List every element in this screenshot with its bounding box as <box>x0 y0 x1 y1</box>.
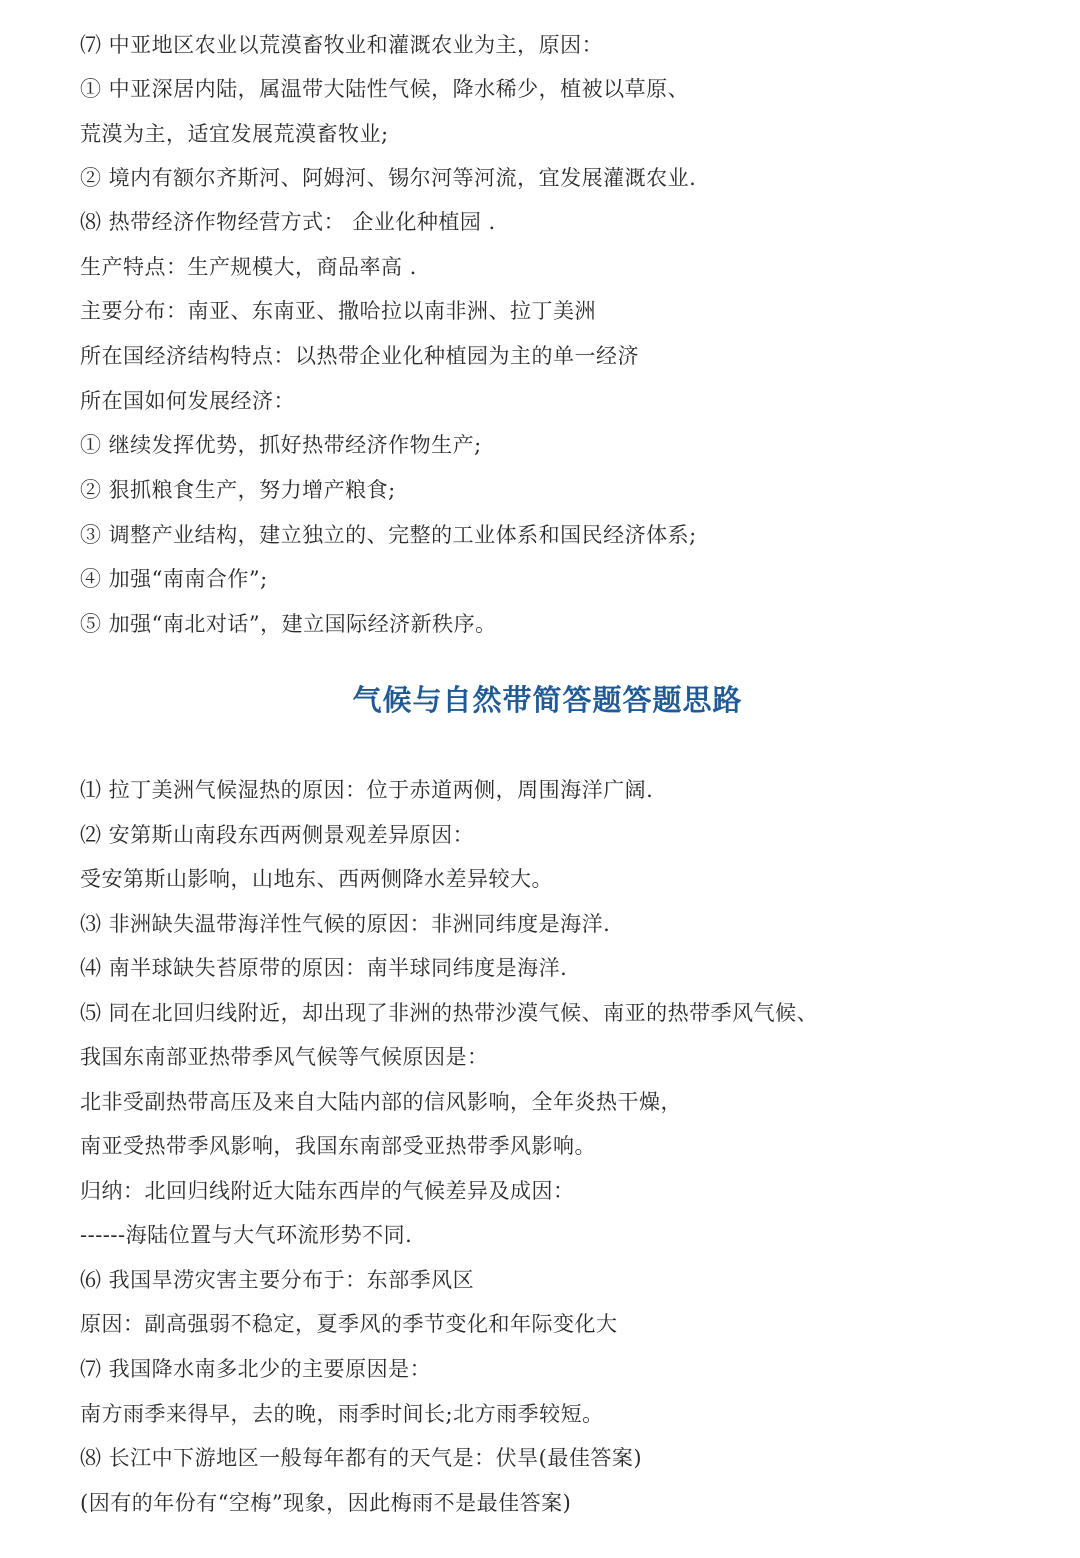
s1-line-4: ② 境内有额尔齐斯河、阿姆河、锡尔河等河流，宜发展灌溉农业. <box>80 166 697 190</box>
s2-line-16: ⑻ 长江中下游地区一般每年都有的天气是：伏旱(最佳答案) <box>80 1446 643 1470</box>
s2-line-13: 原因：副高强弱不稳定，夏季风的季节变化和年际变化大 <box>80 1312 618 1336</box>
s2-line-14: ⑺ 我国降水南多北少的主要原因是： <box>80 1357 432 1381</box>
s1-line-1: ⑺ 中亚地区农业以荒漠畜牧业和灌溉农业为主，原因： <box>80 33 604 57</box>
s2-line-6: ⑸ 同在北回归线附近，却出现了非洲的热带沙漠气候、南亚的热带季风气候、 <box>80 1001 819 1025</box>
s1-line-10: ① 继续发挥优势，抓好热带经济作物生产; <box>80 433 482 457</box>
s2-line-1: ⑴ 拉丁美洲气候湿热的原因：位于赤道两侧，周围海洋广阔. <box>80 778 654 802</box>
s1-line-8: 所在国经济结构特点：以热带企业化种植园为主的单一经济 <box>80 344 639 368</box>
s2-line-11: ------海陆位置与大气环流形势不同. <box>80 1223 413 1247</box>
s2-line-2: ⑵ 安第斯山南段东西两侧景观差异原因： <box>80 823 475 847</box>
s2-line-12: ⑹ 我国旱涝灾害主要分布于：东部季风区 <box>80 1268 475 1292</box>
s2-line-4: ⑶ 非洲缺失温带海洋性气候的原因：非洲同纬度是海洋. <box>80 912 611 936</box>
s2-line-8: 北非受副热带高压及来自大陆内部的信风影响，全年炎热干燥， <box>80 1090 682 1114</box>
s1-line-7: 主要分布：南亚、东南亚、撒哈拉以南非洲、拉丁美洲 <box>80 299 596 323</box>
s1-line-2: ① 中亚深居内陆，属温带大陆性气候，降水稀少，植被以草原、 <box>80 77 690 101</box>
s1-line-13: ④ 加强“南南合作”; <box>80 567 268 591</box>
s1-line-3: 荒漠为主，适宜发展荒漠畜牧业; <box>80 122 389 146</box>
s1-line-9: 所在国如何发展经济： <box>80 389 295 413</box>
s2-line-10: 归纳：北回归线附近大陆东西岸的气候差异及成因： <box>80 1179 575 1203</box>
s1-line-5: ⑻ 热带经济作物经营方式： 企业化种植园 . <box>80 210 496 234</box>
s2-line-7: 我国东南部亚热带季风气候等气候原因是： <box>80 1045 489 1069</box>
s2-line-9: 南亚受热带季风影响，我国东南部受亚热带季风影响。 <box>80 1134 596 1158</box>
s2-line-3: 受安第斯山影响，山地东、西两侧降水差异较大。 <box>80 867 553 891</box>
s1-line-14: ⑤ 加强“南北对话”，建立国际经济新秩序。 <box>80 612 497 636</box>
s2-line-5: ⑷ 南半球缺失苔原带的原因：南半球同纬度是海洋. <box>80 956 568 980</box>
s2-line-15: 南方雨季来得早，去的晚，雨季时间长;北方雨季较短。 <box>80 1402 604 1426</box>
s1-line-6: 生产特点：生产规模大，商品率高 . <box>80 255 417 279</box>
s2-line-17: (因有的年份有“空梅”现象，因此梅雨不是最佳答案) <box>80 1491 572 1515</box>
s1-line-12: ③ 调整产业结构，建立独立的、完整的工业体系和国民经济体系; <box>80 523 697 547</box>
s1-line-11: ② 狠抓粮食生产，努力增产粮食; <box>80 478 396 502</box>
section-title: 气候与自然带简答题答题思路 <box>352 683 743 717</box>
